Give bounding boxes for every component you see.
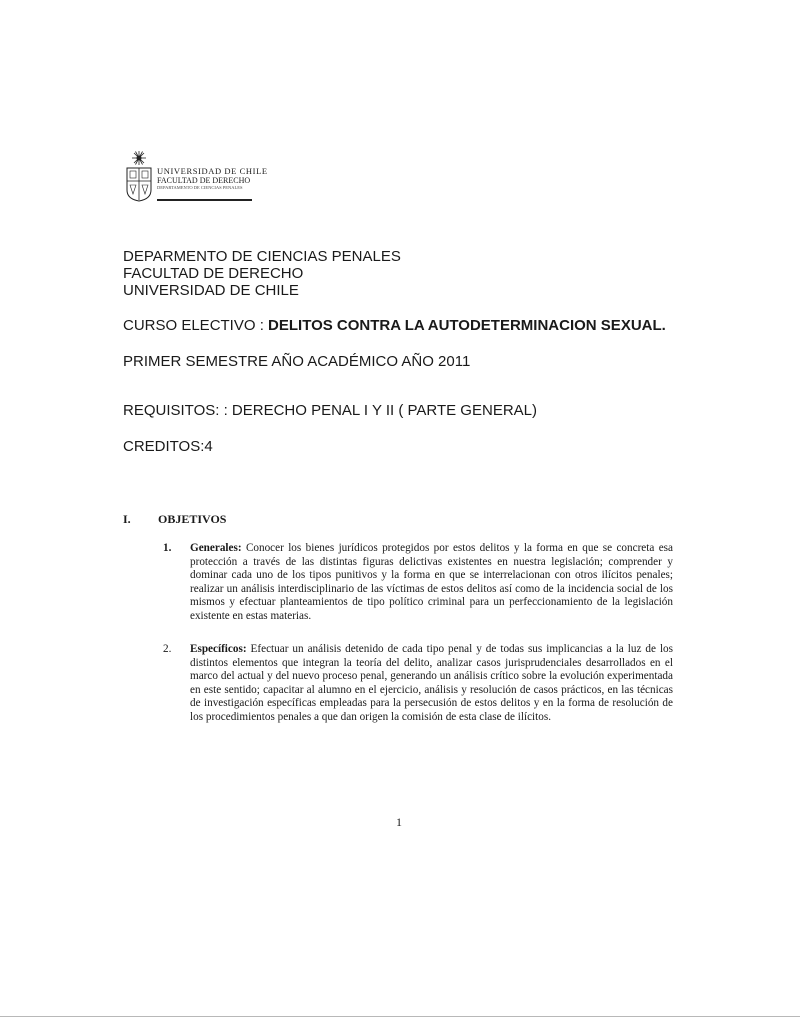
university-crest-icon	[125, 150, 153, 202]
university-heading: UNIVERSIDAD DE CHILE	[123, 282, 299, 299]
logo-underline	[157, 199, 252, 201]
semester-line: PRIMER SEMESTRE AÑO ACADÉMICO AÑO 2011	[123, 353, 471, 370]
requisitos-line: REQUISITOS: : DERECHO PENAL I Y II ( PARTE GENERAL)	[123, 402, 537, 419]
page-number: 1	[396, 815, 402, 829]
objective-label: Específicos:	[190, 643, 247, 655]
objective-body: Efectuar un análisis detenido de cada tipo penal y de todas sus implicancias a la luz de los distintos elementos que integran la teoría del delito, analizar casos jurisprudenciales desarrollados en el marco del actual y del nuevo proceso penal, generando un análisis crítico sobre la evolución experimentada en este sentido; capacitar al alumno en el ejercicio, análisis y resolución de casos prácticos, en las técnicas de investigación específicas empleadas para la persecusión de estos delitos y en la forma de resolución de los procedimientos penales a que dan origen la comisión de esta clase de ilícitos.	[190, 643, 673, 723]
course-line	[123, 317, 666, 334]
objective-text	[190, 643, 673, 725]
faculty-heading: FACULTAD DE DERECHO	[123, 265, 304, 282]
university-logo	[125, 150, 275, 205]
scan-edge-line	[0, 1016, 800, 1017]
objective-item-especificos	[163, 643, 673, 725]
logo-faculty-name: FACULTAD DE DERECHO	[157, 176, 251, 185]
logo-university-name: UNIVERSIDAD DE CHILE	[157, 166, 268, 176]
creditos-line: CREDITOS:4	[123, 438, 213, 455]
logo-department-name: DEPARTAMENTO DE CIENCIAS PENALES	[157, 185, 243, 190]
objective-label: Generales:	[190, 542, 242, 554]
section-title: OBJETIVOS	[158, 512, 227, 526]
section-number: I.	[123, 512, 131, 526]
objective-item-generales	[163, 542, 673, 624]
department-heading: DEPARMENTO DE CIENCIAS PENALES	[123, 248, 401, 265]
objective-body: Conocer los bienes jurídicos protegidos por estos delitos y la forma en que se concreta esa protección a través de las distintas figuras delictivas existentes en nuestra legislación; comprender y dominar cada uno de los tipos punitivos y la forma en que se interrelacionan con otros ilícitos penales; realizar un análisis interdisciplinario de las víctimas de estos delitos así como de la incidencia social de los mismos y efectuar planteamientos de tipo político criminal para un perfeccionamiento de la legislación existente en estas materias.	[190, 542, 673, 622]
objective-number: 1.	[163, 542, 172, 554]
course-prefix: CURSO ELECTIVO :	[123, 317, 269, 334]
objective-text	[190, 542, 673, 624]
course-name: DELITOS CONTRA LA AUTODETERMINACION SEXUAL.	[268, 317, 666, 334]
objective-number: 2.	[163, 643, 172, 655]
